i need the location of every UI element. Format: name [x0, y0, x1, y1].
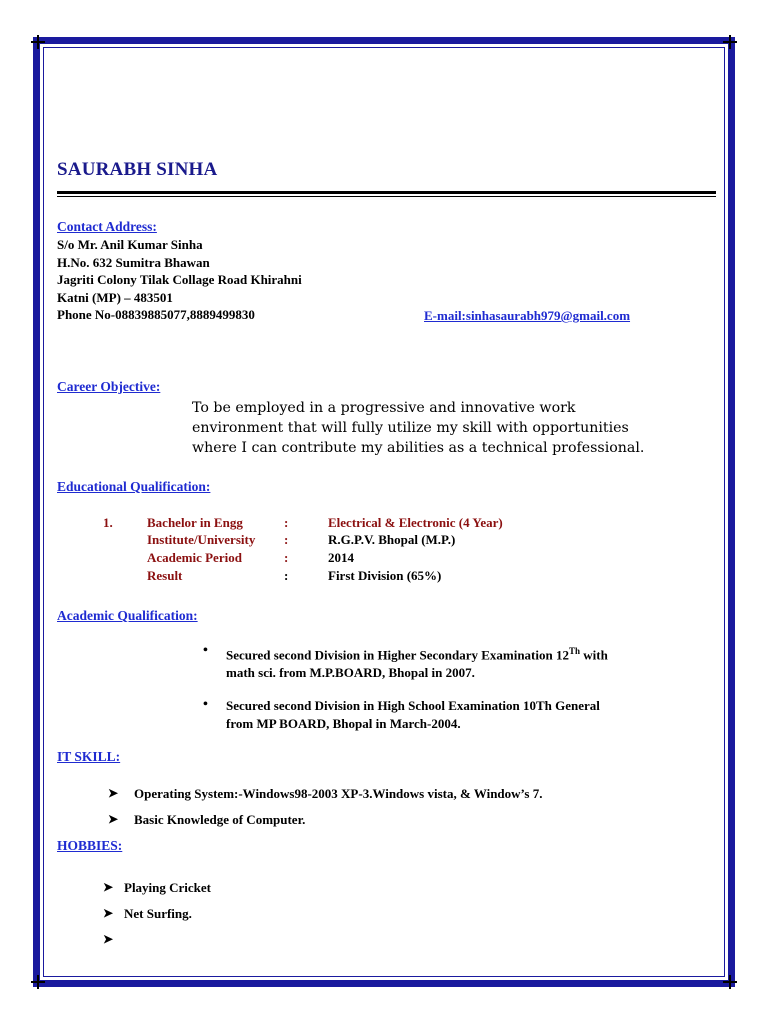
academic-item-text: with: [580, 647, 608, 663]
academic-item-text: from MP BOARD, Bhopal in March-2004.: [226, 715, 461, 731]
header-rule-thick: [57, 191, 716, 194]
education-label-text: Result: [147, 568, 183, 583]
arrow-bullet-icon: ➤: [103, 880, 114, 894]
contact-line: Katni (MP) – 483501: [57, 289, 173, 305]
it-skill-item: Basic Knowledge of Computer.: [134, 812, 306, 827]
academic-heading: Academic Qualification:: [57, 608, 198, 623]
academic-item-text: math sci. from M.P.BOARD, Bhopal in 2007.: [226, 664, 475, 680]
education-label: [147, 550, 242, 566]
hobby-item: Playing Cricket: [124, 880, 212, 895]
education-label-text: Institute/University: [147, 532, 256, 547]
education-label: [147, 532, 255, 548]
education-value: Electrical & Electronic (4 Year): [328, 515, 503, 530]
education-value: R.G.P.V. Bhopal (M.P.): [328, 532, 456, 547]
academic-item-text: Secured second Division in High School Examination 10Th General: [226, 698, 600, 713]
it-skill-item: Operating System:-Windows98-2003 XP-3.Windows vista, & Window’s 7.: [134, 786, 543, 801]
education-separator: :: [284, 568, 289, 583]
corner-ornament-top-right: [723, 35, 737, 49]
objective-line: where I can contribute my abilities as a technical professional.: [192, 440, 645, 456]
education-separator: :: [284, 550, 289, 565]
education-label: [147, 515, 243, 531]
hobby-item: Net Surfing.: [124, 906, 192, 921]
education-label-text: Academic Period: [147, 550, 242, 565]
header-rule-thin: [57, 196, 716, 197]
contact-line: Jagriti Colony Tilak Collage Road Khirahni: [57, 272, 302, 287]
contact-line: S/o Mr. Anil Kumar Sinha: [57, 237, 203, 252]
arrow-bullet-icon: ➤: [103, 906, 114, 920]
objective-line: environment that will fully utilize my skill with opportunities: [192, 420, 629, 436]
education-item-number: 1.: [103, 515, 113, 530]
arrow-bullet-icon: ➤: [108, 812, 119, 826]
academic-item: [226, 643, 608, 681]
education-label: [147, 568, 182, 584]
contact-block: [57, 236, 302, 324]
email-link[interactable]: E-mail:sinhasaurabh979@gmail.com: [424, 308, 631, 323]
academic-item-text: Secured second Division in Higher Secondary Examination 12: [226, 647, 569, 663]
corner-ornament-bottom-right: [723, 975, 737, 989]
career-objective-text: [192, 398, 682, 458]
superscript: Th: [568, 646, 580, 656]
career-objective-heading: Career Objective:: [57, 379, 161, 394]
it-skill-heading: IT SKILL:: [57, 749, 121, 764]
arrow-bullet-icon: ➤: [108, 786, 119, 800]
arrow-bullet-icon: ➤: [103, 932, 114, 946]
education-heading: Educational Qualification:: [57, 479, 211, 494]
contact-line: H.No. 632 Sumitra Bhawan: [57, 254, 210, 270]
bullet-icon: •: [203, 643, 208, 658]
education-value: First Division (65%): [328, 568, 442, 583]
page-border-inner: [43, 47, 725, 977]
education-separator: :: [284, 532, 289, 547]
bullet-icon: •: [203, 697, 208, 712]
education-separator: :: [284, 515, 289, 530]
education-value: 2014: [328, 550, 354, 565]
academic-item: [226, 697, 600, 732]
corner-ornament-top-left: [31, 35, 45, 49]
contact-heading: Contact Address:: [57, 219, 157, 234]
candidate-name: SAURABH SINHA: [57, 159, 218, 180]
education-label-text: Bachelor in Engg: [147, 515, 243, 530]
hobbies-heading: HOBBIES:: [57, 838, 123, 853]
phone-number: Phone No-08839885077,8889499830: [57, 307, 255, 322]
objective-line: To be employed in a progressive and innovative work: [192, 400, 576, 416]
corner-ornament-bottom-left: [31, 975, 45, 989]
